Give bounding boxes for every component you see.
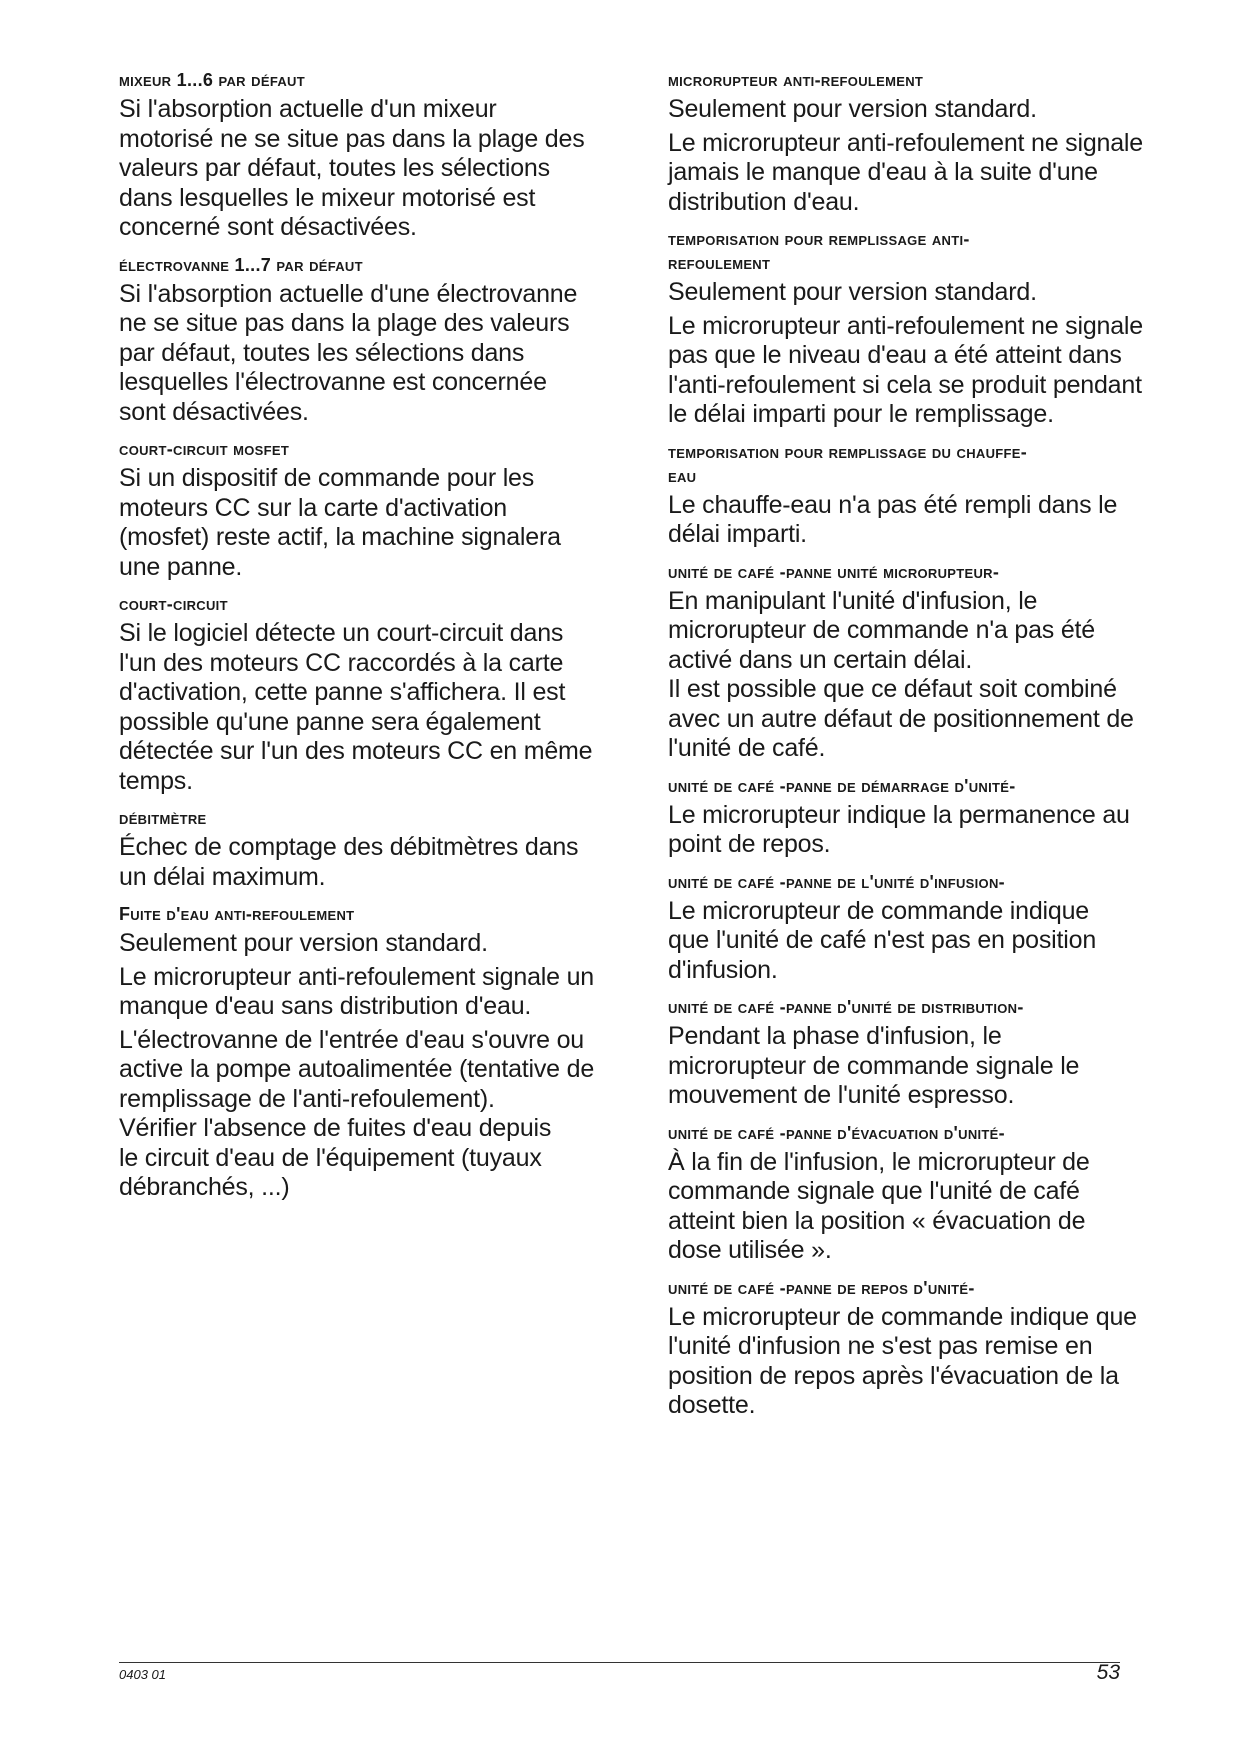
section-paragraph: Le microrupteur de commande indique que l'unité d'infusion ne s'est pas remise en position de repos après l'évacuation de la dosette.	[668, 1302, 1137, 1419]
section-heading: microrupteur anti-refoulement	[668, 70, 924, 90]
section-heading: unité de café -panne de l'unité d'infusion-	[668, 871, 1005, 892]
section-temporisation-anti-refoulement	[668, 227, 1204, 430]
section-heading: court-circuit mosfet	[119, 439, 290, 459]
footer-divider	[119, 1662, 1120, 1663]
section-paragraph: Le chauffe-eau n'a pas été rempli dans le délai imparti.	[668, 490, 1118, 548]
section-heading: unité de café -panne de démarrage d'unité-	[668, 775, 1016, 796]
section-heading: électrovanne 1...7 par défaut	[119, 254, 363, 275]
section-paragraph: Pendant la phase d'infusion, le microrupteur de commande signale le mouvement de l'unité espresso.	[668, 1022, 1080, 1109]
section-heading: temporisation pour remplissage anti- refoulement	[668, 229, 970, 273]
section-temporisation-chauffe-eau	[668, 440, 1204, 550]
section-paragraph: À la fin de l'infusion, le microrupteur de commande signale que l'unité de café atteint bien la position « évacuation de dose utilisée ».	[668, 1147, 1090, 1264]
section-heading: temporisation pour remplissage du chauffe- eau	[668, 441, 1028, 486]
section-paragraph: Si l'absorption actuelle d'un mixeur motorisé ne se situe pas dans la plage des valeurs par défaut, toutes les sélections dans lesquelles le mixeur motorisé est concerné sont désactivées.	[119, 95, 585, 241]
right-column	[668, 68, 1204, 1431]
section-paragraph: Le microrupteur anti-refoulement ne signale jamais le manque d'eau à la suite d'une distribution d'eau.	[668, 128, 1143, 216]
section-court-circuit-mosfet	[119, 437, 649, 582]
section-paragraph: Seulement pour version standard.	[119, 929, 488, 957]
section-heading: unité de café -panne d'unité de distribution-	[668, 997, 1024, 1017]
section-heading: débitmètre	[119, 808, 207, 828]
section-court-circuit	[119, 592, 649, 796]
section-paragraph: Le microrupteur indique la permanence au point de repos.	[668, 800, 1130, 858]
section-heading: Fuite d'eau anti-refoulement	[119, 904, 355, 924]
section-paragraph: Seulement pour version standard.	[668, 278, 1037, 306]
document-code: 0403 01	[119, 1667, 166, 1682]
section-paragraph: En manipulant l'unité d'infusion, le microrupteur de commande n'a pas été activé dans un certain délai. Il est possible que ce défaut soit combiné avec un autre défaut de positionnement de l'unité de café.	[668, 586, 1134, 762]
section-paragraph: Seulement pour version standard.	[668, 95, 1037, 123]
section-heading: court-circuit	[119, 594, 228, 614]
section-paragraph: Le microrupteur anti-refoulement ne signale pas que le niveau d'eau a été atteint dans l'anti-refoulement si cela se produit pendant le délai imparti pour le remplissage.	[668, 311, 1143, 428]
section-panne-distribution	[668, 995, 1204, 1111]
section-debitmetre	[119, 806, 649, 892]
section-fuite-eau	[119, 902, 649, 1203]
section-paragraph: Si l'absorption actuelle d'une électrovanne ne se situe pas dans la plage des valeurs par défaut, toutes les sélections dans lesquelles l'électrovanne est concernée sont désactivées.	[119, 279, 578, 426]
section-heading: unité de café -panne de repos d'unité-	[668, 1277, 975, 1298]
section-paragraph: Le microrupteur de commande indique que l'unité de café n'est pas en position d'infusion.	[668, 896, 1097, 984]
section-panne-demarrage	[668, 774, 1204, 860]
section-panne-unite-microrupteur	[668, 560, 1204, 764]
section-paragraph: Si le logiciel détecte un court-circuit dans l'un des moteurs CC raccordés à la carte d'activation, cette panne s'affichera. Il est possible qu'une panne sera également détectée sur l'un des moteurs CC en même temps.	[119, 619, 593, 795]
section-paragraph: Échec de comptage des débitmètres dans un délai maximum.	[119, 833, 579, 891]
left-column	[119, 68, 649, 1213]
page-number: 53	[1096, 1661, 1120, 1684]
section-paragraph: Si un dispositif de commande pour les moteurs CC sur la carte d'activation (mosfet) reste actif, la machine signalera une panne.	[119, 464, 561, 581]
section-mixeur	[119, 68, 649, 243]
section-paragraph: L'électrovanne de l'entrée d'eau s'ouvre ou active la pompe autoalimentée (tentative de remplissage de l'anti-refoulement). Vérifier l'absence de fuites d'eau depuis le circuit d'eau de l'équipement (tuyaux débranchés, ...)	[119, 1025, 595, 1201]
section-heading: mixeur 1...6 par défaut	[119, 70, 305, 90]
section-microrupteur-anti-refoulement	[668, 68, 1204, 217]
section-electrovanne	[119, 253, 649, 428]
section-heading: unité de café -panne unité microrupteur-	[668, 561, 1000, 582]
section-paragraph: Le microrupteur anti-refoulement signale un manque d'eau sans distribution d'eau.	[119, 962, 594, 1020]
section-heading: unité de café -panne d'évacuation d'unité-	[668, 1122, 1005, 1143]
section-panne-repos	[668, 1276, 1204, 1421]
section-panne-evacuation	[668, 1121, 1204, 1266]
section-panne-infusion	[668, 870, 1204, 986]
